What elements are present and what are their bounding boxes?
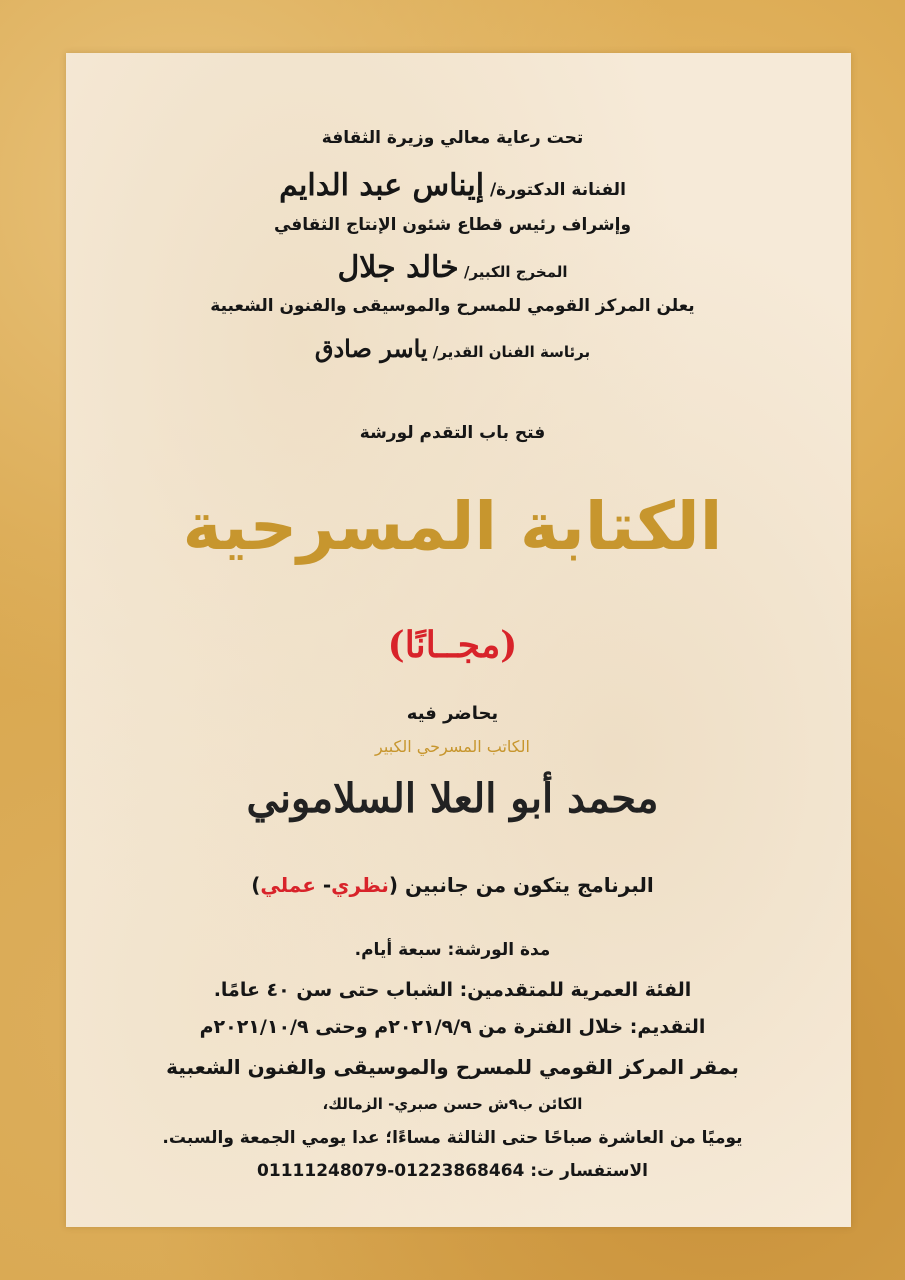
age-text: الفئة العمرية للمتقدمين: الشباب حتى سن ٤٠ عامًا. <box>213 979 692 1001</box>
lecturer-role-line <box>0 737 905 756</box>
age-line <box>0 979 905 1001</box>
lecturer-name: محمد أبو العلا السلاموني <box>246 775 659 822</box>
program-close: ) <box>251 873 261 897</box>
free-badge <box>0 624 905 666</box>
announcer-line <box>0 296 905 316</box>
head-name: ياسر صادق <box>314 334 428 363</box>
supervision-line <box>0 215 905 235</box>
minister-prefix: الفنانة الدكتورة/ <box>489 180 626 200</box>
director-name: خالد جلال <box>337 250 459 285</box>
duration-line <box>0 940 905 960</box>
workshop-title-text: الكتابة المسرحية <box>182 488 723 565</box>
program-practical: عملي <box>260 873 316 897</box>
workshop-title <box>0 488 905 565</box>
address-text: الكائن ب٩ش حسن صبري- الزمالك، <box>322 1095 583 1113</box>
program-theory: نظري <box>331 873 389 897</box>
head-prefix: برئاسة الفنان القدير/ <box>432 343 591 361</box>
lecturer-role: الكاتب المسرحي الكبير <box>375 737 530 756</box>
hours-line <box>0 1128 905 1148</box>
minister-line <box>0 168 905 203</box>
duration-text: مدة الورشة: سبعة أيام. <box>354 940 551 960</box>
application-text: التقديم: خلال الفترة من ٢٠٢١/٩/٩م وحتى ٢٠٢١/١٠/٩م <box>199 1016 706 1038</box>
lecturer-intro-line <box>0 703 905 724</box>
patronage-line <box>0 128 905 148</box>
venue-text: بمقر المركز القومي للمسرح والموسيقى والفنون الشعبية <box>166 1055 739 1079</box>
lecturer-name-line <box>0 775 905 822</box>
program-line <box>0 873 905 897</box>
director-line <box>0 250 905 285</box>
contact-line <box>0 1161 905 1181</box>
patronage-text: تحت رعاية معالي وزيرة الثقافة <box>321 128 584 148</box>
minister-name: إيناس عبد الدايم <box>279 168 485 203</box>
free-text: (مجــانًا) <box>387 624 518 666</box>
lecturer-intro: يحاضر فيه <box>406 703 499 724</box>
contact-text: الاستفسار ت: 01223868464-01111248079 <box>257 1161 648 1181</box>
venue-line <box>0 1055 905 1079</box>
workshop-intro: فتح باب التقدم لورشة <box>359 423 546 443</box>
workshop-intro-line <box>0 423 905 443</box>
program-dash: - <box>315 873 332 897</box>
program-text: البرنامج يتكون من جانبين ( <box>388 873 654 897</box>
announcer-text: يعلن المركز القومي للمسرح والموسيقى والفنون الشعبية <box>210 296 695 316</box>
head-line <box>0 334 905 363</box>
hours-text: يوميًا من العاشرة صباحًا حتى الثالثة مساءًا؛ عدا يومي الجمعة والسبت. <box>162 1128 743 1148</box>
address-line <box>0 1095 905 1113</box>
application-line <box>0 1016 905 1038</box>
director-prefix: المخرج الكبير/ <box>463 263 568 281</box>
supervision-text: وإشراف رئيس قطاع شئون الإنتاج الثقافي <box>273 215 632 235</box>
